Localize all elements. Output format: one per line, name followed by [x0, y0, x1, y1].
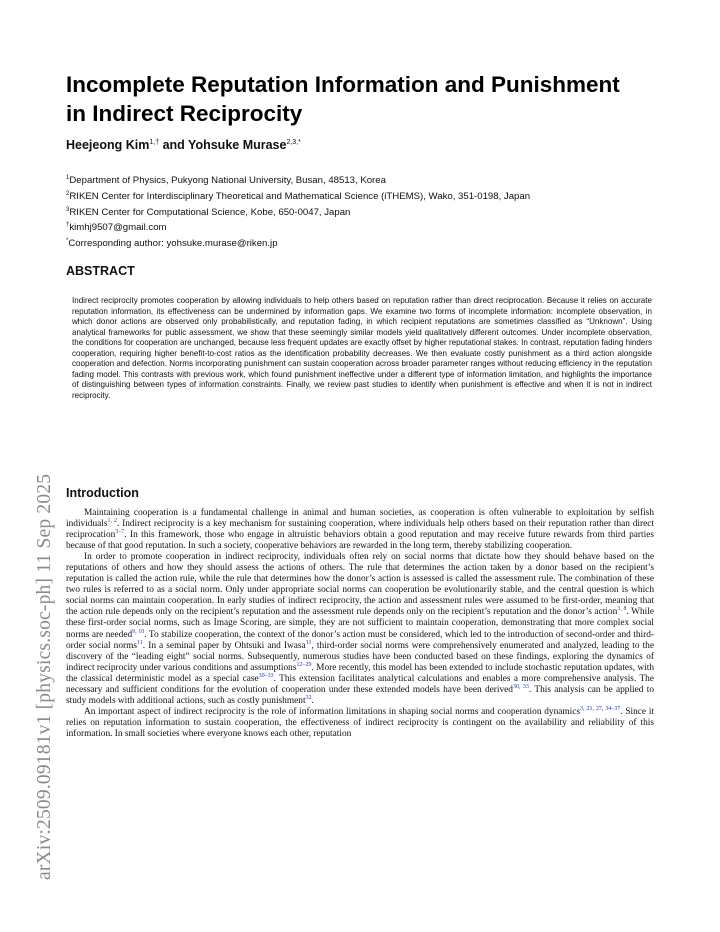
citation-link[interactable]: 1, 2	[107, 517, 117, 524]
paragraph-text: . This analysis can be applied to study models with additional actions, such as costly punishment	[66, 684, 655, 706]
affiliation-mark: 2	[66, 190, 70, 197]
affiliation-mark: *	[66, 238, 69, 245]
paragraph-text: . More recently, this model has been extended to include stochastic reputation updates, with the classical deterministic model as a special case	[66, 662, 655, 684]
title-line-2: in Indirect Reciprocity	[66, 101, 303, 126]
introduction-body	[66, 508, 654, 740]
paragraph	[66, 552, 654, 707]
affiliation-mark: †	[66, 222, 70, 229]
paragraph-text: . Since it relies on reputation information to sustain cooperation, the effectiveness of indirect reciprocity is contingent on the availability and reliability of this information. In small societies where everyone knows each other, reputation	[66, 706, 655, 739]
affiliation-item	[66, 188, 666, 204]
citation-link[interactable]: 3–7	[115, 528, 125, 535]
abstract-heading: ABSTRACT	[66, 264, 135, 278]
citation-link[interactable]: 3, 21, 27, 34–37	[580, 705, 621, 712]
affiliation-list	[66, 172, 666, 251]
paragraph-text: An important aspect of indirect reciprocity is the role of information limitations in shaping social norms and cooperation dynamics	[84, 706, 581, 717]
paragraph-text: . While these first-order social norms, such as Image Scoring, are simple, they are not sufficient to maintain cooperation, demonstrating that more complex social norms are needed	[66, 607, 654, 640]
author-name: Yohsuke Murase	[188, 138, 287, 152]
affiliation-item	[66, 219, 666, 235]
affiliation-text: RIKEN Center for Computational Science, Kobe, 650-0047, Japan	[69, 206, 351, 218]
abstract-text: Indirect reciprocity promotes cooperation by allowing individuals to help others based on reputation rather than direct reciprocation. Because it relies on accurate reputation information, its effectiveness can be undermined by information gaps. We examine two forms of incomplete information: incomplete observation, in which donor actions are observed only probabilistically, and reputation fading, in which recipient reputations are sometimes classified as “Unknown”. Using analytical frameworks for public assessment, we show that these seemingly similar models yield qualitatively different outcomes. Under incomplete observation, the conditions for cooperation are unchanged, because less frequent updates are exactly offset by higher reputational stakes. In contrast, reputation fading hinders cooperation, requiring higher benefit-to-cost ratios as the identification probability decreases. We then evaluate costly punishment as a third action alongside cooperation and defection. Norms incorporating punishment can sustain cooperation across broader parameter ranges without reducing efficiency in the reputation fading model. This contrasts with previous work, which found punishment ineffective under a different type of information limitation, and highlights the importance of distinguishing between types of information constraints. Finally, we review past studies to identify when punishment is effective and when it is not in indirect reciprocity.	[72, 296, 652, 400]
affiliation-item	[66, 204, 666, 220]
title-line-1: Incomplete Reputation Information and Punishment	[66, 72, 620, 97]
affiliation-text: RIKEN Center for Interdisciplinary Theoretical and Mathematical Science (iTHEMS), Wako, 351-0198, Japan	[69, 190, 531, 202]
arxiv-side-stamp: arXiv:2509.09181v1 [physics.soc-ph] 11 Sep 2025	[34, 473, 55, 880]
paragraph-text: . In this framework, those who engage in altruistic behaviors obtain a good reputation and may receive future rewards from third parties because of that good reputation. In such a society, cooperative behaviors are rewarded in the long term, thereby stabilizing cooperation.	[66, 530, 654, 552]
citation-link[interactable]: 12–29	[296, 661, 312, 668]
paragraph-text: . To stabilize cooperation, the context of the donor’s action must be considered, which led to the introduction of second-order and third-order social norms	[66, 629, 655, 651]
paragraph	[66, 508, 654, 552]
affiliation-mark: 3	[66, 206, 70, 213]
introduction-heading: Introduction	[66, 486, 139, 500]
paragraph-text: . Indirect reciprocity is a key mechanism for sustaining cooperation, where individuals help others based on their reputation rather than direct reciprocation	[66, 519, 654, 541]
paragraph-text: In order to promote cooperation in indirect reciprocity, individuals often rely on social norms that dictate how they should behave based on the reputations of others and how they should assess the actions of others. The rule that determines the action taken by a donor based on the recipient’s reputation is called the action rule, while the rule that determines how the donor’s action is assessed is called the assessment rule. The combination of these two rules is referred to as a social norm. Only under appropriate social norms can cooperation be evolutionarily stable, and the central question is which social norms can maintain cooperation. In early studies of indirect reciprocity, the action and assessment rules were assumed to be first-order, meaning that the action rule depends only on the recipient’s reputation and the assessment rule depends only on the recipient’s reputation and the donor’s action	[66, 552, 654, 618]
author-name: Heejeong Kim	[66, 138, 150, 152]
corresponding-author: Corresponding author: yohsuke.murase@riken.jp	[68, 238, 278, 250]
affiliation-text: Department of Physics, Pukyong National University, Busan, 48513, Korea	[69, 175, 386, 187]
paragraph-text: . In a seminal paper by Ohtsuki and Iwasa	[142, 640, 306, 651]
paragraph-text: Maintaining cooperation is a fundamental challenge in animal and human societies, as cooperation is often vulnerable to exploitation by selfish individuals	[66, 508, 654, 530]
paragraph-text: , third-order social norms were comprehensively enumerated and analyzed, leading to the discovery of the “leading eight” social norms. Subsequently, numerous studies have been conducted based on these findings, exploring the dynamics of indirect reciprocity under various conditions and assumptions	[66, 640, 655, 673]
paragraph	[66, 707, 654, 740]
affiliation-item	[66, 235, 666, 251]
citation-link[interactable]: 32	[305, 694, 312, 701]
author-affil-mark: 1,†	[149, 138, 160, 146]
citation-link[interactable]: 11	[305, 639, 312, 646]
affiliation-item	[66, 172, 666, 188]
citation-link[interactable]: 11	[137, 639, 143, 646]
affiliation-mark: 1	[66, 175, 70, 181]
citation-link[interactable]: 30, 33	[512, 683, 529, 690]
affiliation-email: kimhj9507@gmail.com	[69, 222, 167, 234]
citation-link[interactable]: 30–33	[258, 672, 274, 679]
paper-title	[66, 70, 666, 128]
author-conjunction: and	[159, 138, 189, 152]
paragraph-text: . This extension facilitates analytical calculations and enables a more comprehensive analysis. The necessary and sufficient conditions for the evolution of cooperation under these extended models have been derived	[66, 673, 654, 695]
paragraph-text: .	[311, 695, 314, 706]
author-list	[66, 138, 301, 152]
citation-link[interactable]: 3, 8	[617, 606, 627, 613]
citation-link[interactable]: 9, 10	[132, 628, 145, 635]
author-affil-mark: 2,3,*	[286, 138, 301, 146]
